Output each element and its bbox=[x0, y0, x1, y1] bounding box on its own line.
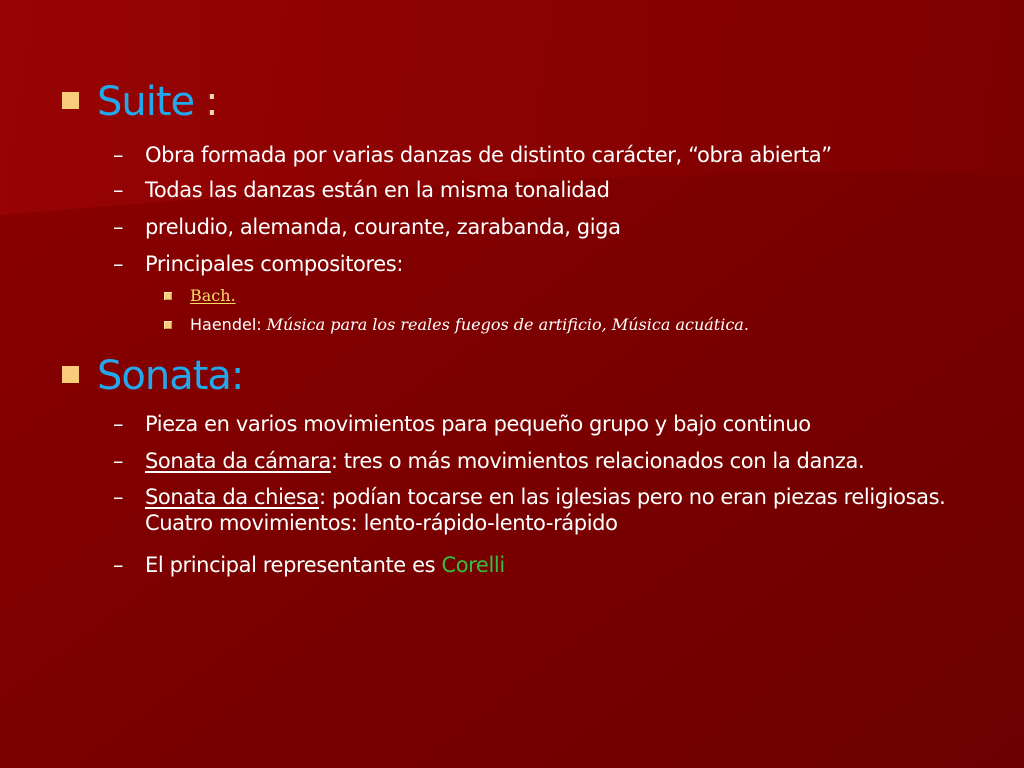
bach-link[interactable]: Bach. bbox=[190, 286, 236, 305]
dash-bullet-icon: – bbox=[113, 215, 124, 239]
list-item bbox=[113, 177, 610, 203]
list-item bbox=[113, 251, 403, 277]
suite-colon: : bbox=[205, 79, 219, 125]
sonata-chiesa bbox=[145, 484, 965, 537]
list-item bbox=[113, 411, 811, 437]
dash-bullet-icon: – bbox=[113, 252, 124, 276]
suite-title: Suite bbox=[97, 79, 195, 125]
sonata-camera bbox=[145, 448, 864, 474]
sonata-item-1: Pieza en varios movimientos para pequeño grupo y bajo continuo bbox=[145, 412, 811, 436]
list-item bbox=[113, 142, 832, 168]
composer-item-handel bbox=[164, 315, 749, 334]
dash-bullet-icon: – bbox=[113, 485, 124, 509]
sonata-heading bbox=[62, 353, 244, 399]
suite-item-2: Todas las danzas están en la misma tonalidad bbox=[145, 178, 610, 202]
square-bullet-icon bbox=[164, 321, 172, 329]
sonata-camera-term: Sonata da cámara bbox=[145, 449, 331, 473]
sonata-title: Sonata: bbox=[97, 353, 244, 399]
list-item bbox=[113, 448, 864, 474]
sonata-chiesa-term: Sonata da chiesa bbox=[145, 485, 320, 509]
sonata-representative bbox=[145, 552, 505, 578]
dash-bullet-icon: – bbox=[113, 178, 124, 202]
sonata-camera-desc: : tres o más movimientos relacionados con la danza. bbox=[330, 449, 865, 473]
square-bullet-icon bbox=[62, 366, 79, 383]
list-item bbox=[113, 552, 505, 578]
suite-item-4: Principales compositores: bbox=[145, 252, 404, 276]
list-item bbox=[113, 214, 621, 240]
sonata-chiesa-desc: : podían tocarse en las iglesias pero no eran piezas religiosas. Cuatro movimientos: lento-rápido-lento-rápido bbox=[145, 485, 946, 536]
representative-prefix: El principal representante es bbox=[145, 553, 442, 577]
dash-bullet-icon: – bbox=[113, 449, 124, 473]
suite-item-1: Obra formada por varias danzas de distinto carácter, “obra abierta” bbox=[145, 143, 832, 167]
composer-item-bach bbox=[164, 286, 236, 305]
dash-bullet-icon: – bbox=[113, 143, 124, 167]
square-bullet-icon bbox=[62, 92, 79, 109]
list-item bbox=[113, 484, 965, 537]
handel-label: Haendel: bbox=[190, 315, 262, 334]
dash-bullet-icon: – bbox=[113, 553, 124, 577]
suite-item-3: preludio, alemanda, courante, zarabanda, giga bbox=[145, 215, 621, 239]
suite-heading bbox=[62, 79, 219, 125]
square-bullet-icon bbox=[164, 292, 172, 300]
handel-works: Música para los reales fuegos de artificio, Música acuática. bbox=[266, 315, 749, 334]
corelli-name: Corelli bbox=[441, 553, 505, 577]
dash-bullet-icon: – bbox=[113, 412, 124, 436]
